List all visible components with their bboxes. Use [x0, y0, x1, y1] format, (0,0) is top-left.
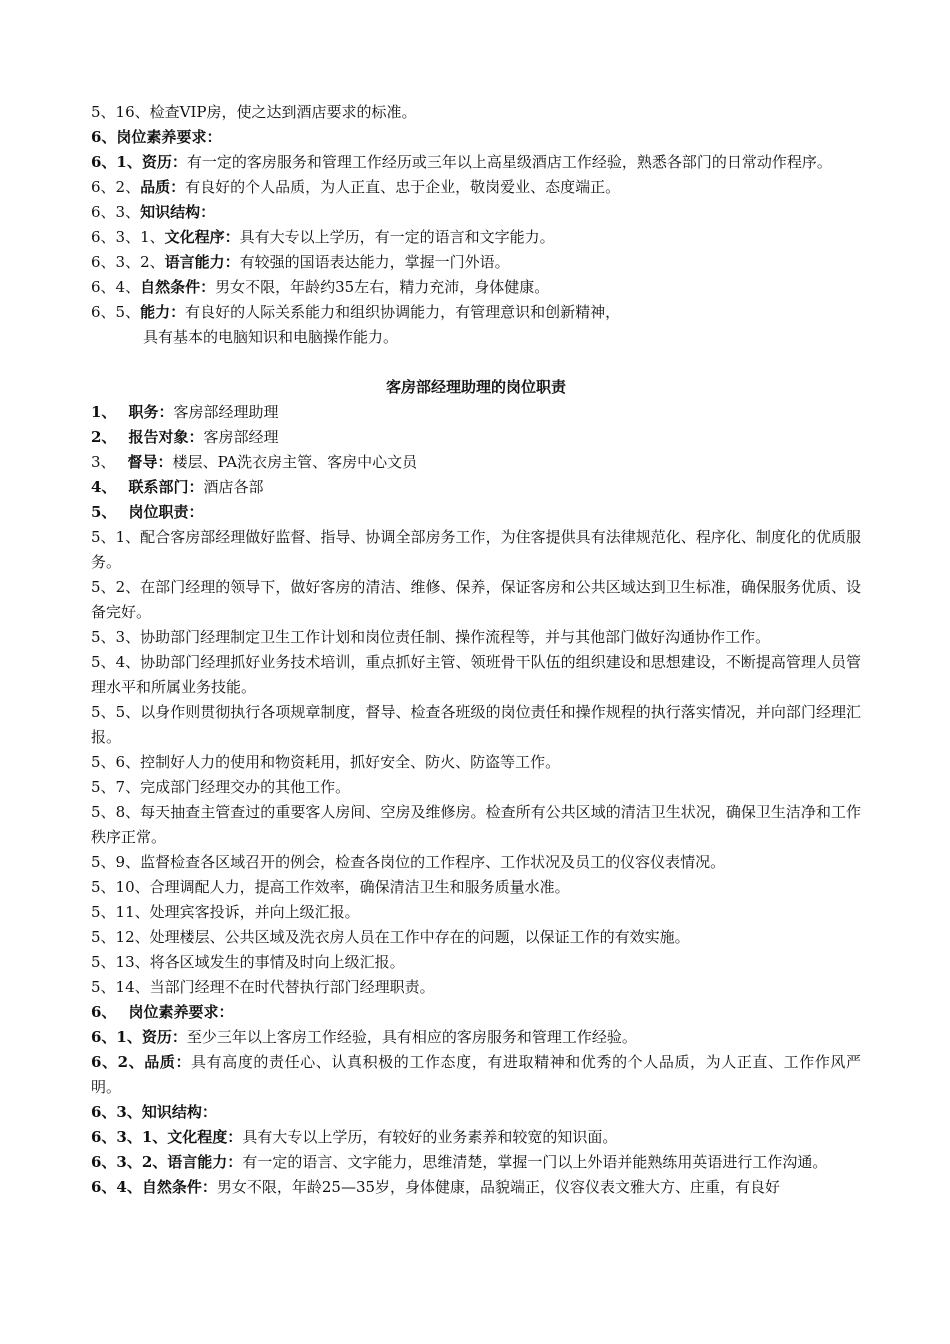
paragraph: 6、4、自然条件：男女不限，年龄约35左右，精力充沛，身体健康。	[91, 278, 550, 296]
section-heading: 6、 岗位素养要求：	[91, 1003, 234, 1021]
paragraph: 6、3、1、文化程序：具有大专以上学历，有一定的语言和文字能力。	[91, 228, 555, 246]
duty-item: 5、7、完成部门经理交办的其他工作。	[91, 778, 351, 796]
duty-item: 5、9、监督检查各区域召开的例会，检查各岗位的工作程序、工作状况及员工的仪容仪表情况。	[91, 853, 726, 871]
paragraph: 6、3、2、语言能力：有较强的国语表达能力，掌握一门外语。	[91, 253, 510, 271]
header-item: 2、 报告对象：客房部经理	[91, 428, 279, 446]
paragraph: 6、3、知识结构：	[91, 1103, 217, 1121]
duty-item: 5、14、当部门经理不在时代替执行部门经理职责。	[91, 978, 435, 996]
blank-line	[91, 350, 861, 375]
duty-item: 5、10、合理调配人力，提高工作效率，确保清洁卫生和服务质量水准。	[91, 878, 570, 896]
document-body	[91, 100, 861, 1200]
paragraph: 6、2、品质：有良好的个人品质，为人正直、忠于企业，敬岗爱业、态度端正。	[91, 178, 621, 196]
duty-item: 5、12、处理楼层、公共区域及洗衣房人员在工作中存在的问题，以保证工作的有效实施。	[91, 928, 690, 946]
section-heading: 6、岗位素养要求：	[91, 128, 222, 146]
header-item: 3、 督导：楼层、PA洗衣房主管、客房中心文员	[91, 453, 418, 471]
duty-item: 5、6、控制好人力的使用和物资耗用，抓好安全、防火、防盗等工作。	[91, 753, 561, 771]
paragraph: 6、5、能力：有良好的人际关系能力和组织协调能力，有管理意识和创新精神，	[91, 303, 621, 321]
header-item: 1、 职务：客房部经理助理	[91, 403, 279, 421]
duty-item: 5、8、每天抽查主管查过的重要客人房间、空房及维修房。检查所有公共区域的清洁卫生状况，确保卫生洁净和工作秩序正常。	[91, 803, 861, 846]
paragraph: 6、4、自然条件：男女不限，年龄25—35岁，身体健康，品貌端正，仪容仪表文雅大方、庄重，有良好	[91, 1178, 781, 1196]
duty-item: 5、3、协助部门经理制定卫生工作计划和岗位责任制、操作流程等，并与其他部门做好沟通协作工作。	[91, 628, 771, 646]
document-title: 客房部经理助理的岗位职责	[385, 378, 566, 396]
paragraph: 6、1、资历：有一定的客房服务和管理工作经历或三年以上高星级酒店工作经验，熟悉各部门的日常动作程序。	[91, 153, 832, 171]
duty-item: 5、5、以身作则贯彻执行各项规章制度，督导、检查各班级的岗位责任和操作规程的执行落实情况，并向部门经理汇报。	[91, 703, 861, 746]
paragraph: 6、3、1、文化程度：具有大专以上学历，有较好的业务素养和较宽的知识面。	[91, 1128, 618, 1146]
header-item: 4、 联系部门：酒店各部	[91, 478, 264, 496]
duty-item: 5、4、协助部门经理抓好业务技术培训，重点抓好主管、领班骨干队伍的组织建设和思想建设，不断提高管理人员管理水平和所属业务技能。	[91, 653, 861, 696]
paragraph: 6、1、资历：至少三年以上客房工作经验，具有相应的客房服务和管理工作经验。	[91, 1028, 637, 1046]
duty-item: 5、2、在部门经理的领导下，做好客房的清洁、维修、保养，保证客房和公共区域达到卫生标准，确保服务优质、设备完好。	[91, 578, 861, 621]
duty-item: 5、1、配合客房部经理做好监督、指导、协调全部房务工作，为住客提供具有法律规范化、程序化、制度化的优质服务。	[91, 528, 861, 571]
duty-item: 5、13、将各区域发生的事情及时向上级汇报。	[91, 953, 405, 971]
paragraph: 具有基本的电脑知识和电脑操作能力。	[143, 328, 399, 346]
paragraph: 6、3、2、语言能力：有一定的语言、文字能力，思维清楚，掌握一门以上外语并能熟练用英语进行工作沟通。	[91, 1153, 828, 1171]
duty-item: 5、11、处理宾客投诉，并向上级汇报。	[91, 903, 360, 921]
paragraph: 6、2、品质：具有高度的责任心、认真积极的工作态度，有进取精神和优秀的个人品质，为人正直、工作作风严明。	[91, 1053, 862, 1096]
paragraph: 6、3、知识结构：	[91, 203, 216, 221]
header-item: 5、 岗位职责：	[91, 503, 204, 521]
paragraph: 5、16、检查VIP房，使之达到酒店要求的标准。	[91, 103, 417, 121]
